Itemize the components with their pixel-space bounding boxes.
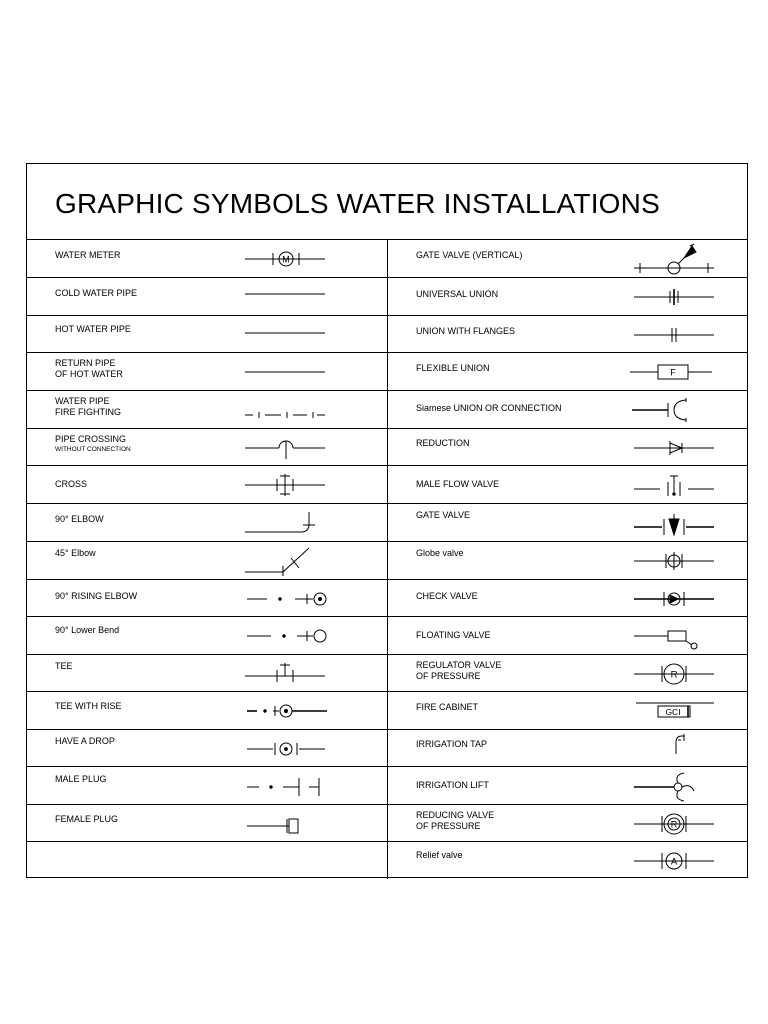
elbow-45-icon	[245, 544, 335, 578]
symbol-row	[27, 805, 387, 842]
union-flanges-icon	[634, 318, 724, 352]
symbol-label-line1: COLD WATER PIPE	[55, 288, 138, 298]
symbol-label-line1: Globe valve	[416, 548, 464, 558]
symbol-row	[27, 353, 387, 391]
symbol-label-line1: GATE VALVE	[416, 510, 471, 520]
symbol-label	[416, 739, 487, 750]
symbol-label	[55, 434, 131, 455]
symbol-label-line1: FLEXIBLE UNION	[416, 363, 490, 373]
symbol-label	[416, 850, 463, 861]
symbol-label	[416, 326, 515, 337]
tee-icon	[245, 657, 335, 691]
symbol-row	[27, 580, 387, 617]
symbol-row	[27, 692, 387, 730]
symbol-row	[388, 842, 748, 880]
symbol-label	[416, 438, 470, 449]
male-flow-valve-icon	[634, 468, 724, 502]
symbol-label-line1: UNIVERSAL UNION	[416, 289, 499, 299]
symbol-label	[416, 702, 478, 713]
fire-fighting-pipe-icon	[245, 393, 335, 427]
symbol-label-line1: 90° RISING ELBOW	[55, 591, 138, 601]
symbol-row	[27, 316, 387, 353]
gate-valve-icon	[634, 506, 724, 540]
symbol-label-line1: UNION WITH FLANGES	[416, 326, 516, 336]
symbol-label-line1: TEE WITH RISE	[55, 701, 122, 711]
badge: F	[670, 367, 676, 378]
symbol-label	[55, 396, 121, 418]
symbol-row	[388, 466, 748, 504]
symbol-label	[416, 548, 464, 559]
symbol-label-line2: OF HOT WATER	[55, 369, 123, 379]
symbol-row	[388, 391, 748, 429]
symbol-label	[416, 510, 470, 521]
symbol-row	[27, 542, 387, 580]
symbol-label	[416, 630, 491, 641]
reduction-icon	[634, 431, 724, 465]
symbol-label-line1: MALE PLUG	[55, 774, 107, 784]
symbol-label-line1: HOT WATER PIPE	[55, 324, 131, 334]
symbol-label-line1: FIRE CABINET	[416, 702, 479, 712]
symbol-label-line1: 90° ELBOW	[55, 514, 104, 524]
symbol-label-line1: MALE FLOW VALVE	[416, 479, 500, 489]
symbol-label-line1: PIPE CROSSING	[55, 434, 127, 444]
symbol-label-line1: FEMALE PLUG	[55, 814, 119, 824]
rising-elbow-icon	[245, 582, 335, 616]
symbol-label-line1: CROSS	[55, 479, 88, 489]
symbol-row	[27, 278, 387, 316]
irrigation-tap-icon	[634, 732, 724, 766]
symbol-label	[55, 591, 137, 602]
symbol-row	[388, 655, 748, 692]
symbol-label	[55, 250, 121, 261]
symbol-label-line1: RETURN PIPE	[55, 358, 116, 368]
tee-with-rise-icon	[245, 694, 335, 728]
symbol-label	[55, 736, 115, 747]
pipe-crossing-icon	[245, 431, 335, 465]
symbol-row	[27, 429, 387, 466]
symbol-row	[388, 730, 748, 767]
symbols-sheet	[26, 163, 748, 878]
reducing-valve-icon	[634, 807, 724, 841]
symbol-row	[27, 504, 387, 542]
badge: A	[670, 856, 678, 868]
symbol-label-line1: IRRIGATION LIFT	[416, 780, 489, 790]
symbol-label	[55, 625, 119, 636]
symbol-label-line1: 45° Elbow	[55, 548, 96, 558]
cold-water-pipe-icon	[245, 280, 335, 314]
symbol-label-line1: GATE VALVE (VERTICAL)	[416, 250, 523, 260]
lower-bend-icon	[245, 619, 335, 653]
symbol-label-line2: OF PRESSURE	[416, 671, 481, 681]
check-valve-icon	[634, 582, 724, 616]
symbol-row	[27, 842, 387, 880]
water-meter-icon	[245, 242, 335, 276]
badge: R	[670, 669, 678, 681]
symbol-row	[388, 429, 748, 466]
symbol-row	[388, 805, 748, 842]
badge: R	[670, 819, 678, 830]
symbol-label	[416, 479, 499, 490]
left-symbol-column	[27, 240, 387, 880]
symbol-label	[55, 479, 87, 490]
symbol-row	[388, 240, 748, 278]
symbol-label	[416, 810, 494, 832]
symbol-label	[55, 774, 107, 785]
symbol-label-line2: WITHOUT CONNECTION	[55, 446, 131, 453]
symbol-label-line2: FIRE FIGHTING	[55, 407, 121, 417]
symbol-label-line1: HAVE A DROP	[55, 736, 115, 746]
universal-union-icon	[634, 280, 724, 314]
symbol-label-line1: 90° Lower Bend	[55, 625, 120, 635]
hot-water-pipe-icon	[245, 318, 335, 352]
irrigation-lift-icon	[634, 769, 724, 803]
symbol-label	[55, 814, 118, 825]
symbol-label-line1: IRRIGATION TAP	[416, 739, 488, 749]
symbol-row	[388, 542, 748, 580]
right-symbol-column	[388, 240, 748, 880]
symbol-label	[55, 701, 122, 712]
symbol-row	[27, 391, 387, 429]
symbol-label	[416, 780, 489, 791]
symbol-label-line1: REDUCING VALVE	[416, 810, 495, 820]
symbol-row	[27, 730, 387, 767]
symbol-label-line1: REDUCTION	[416, 438, 470, 448]
symbol-label-line1: WATER PIPE	[55, 396, 110, 406]
symbol-label-line1: CHECK VALVE	[416, 591, 478, 601]
symbol-row	[388, 353, 748, 391]
globe-valve-icon	[634, 544, 724, 578]
symbol-label-line1: Relief valve	[416, 850, 463, 860]
page-title: GRAPHIC SYMBOLS WATER INSTALLATIONS	[55, 188, 660, 219]
symbol-row	[388, 504, 748, 542]
symbol-label	[55, 324, 131, 335]
siamese-union-icon	[634, 393, 724, 427]
symbol-row	[27, 767, 387, 805]
symbol-row	[27, 617, 387, 655]
badge: GCI	[665, 707, 681, 717]
symbol-label	[55, 548, 96, 559]
symbol-label	[55, 514, 104, 525]
symbol-label-line1: REGULATOR VALVE	[416, 660, 502, 670]
drop-icon	[245, 732, 335, 766]
regulator-valve-icon	[634, 657, 724, 691]
symbol-label	[416, 660, 501, 682]
female-plug-icon	[245, 807, 335, 841]
return-pipe-icon	[245, 355, 335, 389]
symbol-label	[55, 288, 137, 299]
badge: M	[282, 254, 290, 265]
symbol-row	[27, 655, 387, 692]
symbol-label	[416, 363, 490, 374]
symbol-label-line1: TEE	[55, 661, 73, 671]
symbol-label-line2: OF PRESSURE	[416, 821, 481, 831]
symbol-label-line1: WATER METER	[55, 250, 121, 260]
male-plug-icon	[245, 769, 335, 803]
flexible-union-icon	[634, 355, 724, 389]
symbol-label	[416, 403, 562, 414]
symbol-label	[416, 250, 522, 261]
cross-icon	[245, 468, 335, 502]
relief-valve-icon	[634, 844, 724, 878]
symbol-label-line1: FLOATING VALVE	[416, 630, 491, 640]
symbol-label	[55, 358, 123, 380]
symbol-row	[388, 692, 748, 730]
symbol-label	[416, 289, 498, 300]
gate-valve-vertical-icon	[634, 242, 724, 276]
elbow-90-icon	[245, 506, 335, 540]
symbol-label-line1: Siamese UNION OR CONNECTION	[416, 403, 562, 413]
symbol-label	[55, 661, 73, 672]
symbol-row	[388, 617, 748, 655]
floating-valve-icon	[634, 619, 724, 653]
symbol-row	[27, 240, 387, 278]
symbol-label	[416, 591, 478, 602]
fire-cabinet-icon	[634, 694, 724, 728]
symbol-row	[388, 316, 748, 353]
symbol-row	[388, 580, 748, 617]
symbol-row	[388, 278, 748, 316]
symbol-row	[27, 466, 387, 504]
symbol-row	[388, 767, 748, 805]
